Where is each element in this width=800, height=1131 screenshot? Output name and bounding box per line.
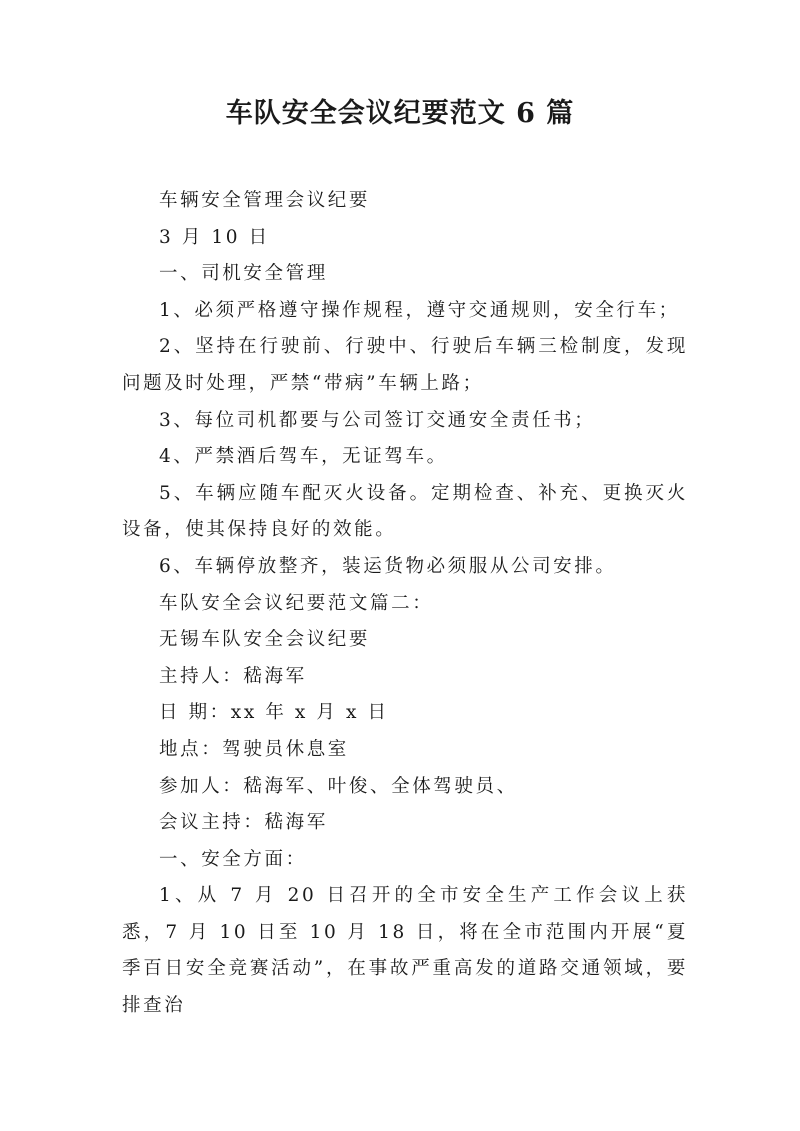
document-title: 车队安全会议纪要范文 6 篇	[225, 98, 575, 129]
paragraph: 3 月 10 日	[159, 226, 270, 248]
paragraph: 5、车辆应随车配灭火设备。定期检查、补充、更换灭火设备，使其保持良好的效能。	[122, 482, 688, 541]
paragraph: 1、从 7 月 20 日召开的全市安全生产工作会议上获悉，7 月 10 日至 10 月 18 日，将在全市范围内开展“夏季百日安全竞赛活动”，在事故严重高发的道路交通领域，要排查治	[122, 885, 688, 1017]
paragraph: 参加人：嵇海军、叶俊、全体驾驶员、	[159, 775, 518, 797]
paragraph: 车队安全会议纪要范文篇二：	[159, 592, 434, 614]
paragraph: 1、必须严格遵守操作规程，遵守交通规则，安全行车；	[159, 299, 680, 321]
paragraph: 地点：驾驶员休息室	[159, 738, 349, 760]
paragraph: 车辆安全管理会议纪要	[159, 190, 371, 211]
paragraph: 主持人：嵇海军	[159, 665, 307, 687]
paragraph: 一、安全方面：	[159, 848, 307, 870]
paragraph: 6、车辆停放整齐，装运货物必须服从公司安排。	[159, 555, 617, 577]
paragraph: 会议主持：嵇海军	[159, 812, 328, 834]
paragraph: 4、严禁酒后驾车，无证驾车。	[159, 446, 448, 468]
paragraph: 一、司机安全管理	[159, 263, 328, 285]
paragraph: 日 期：xx 年 x 月 x 日	[159, 702, 389, 724]
document-body	[122, 183, 688, 1025]
paragraph: 无锡车队安全会议纪要	[159, 629, 371, 651]
paragraph: 3、每位司机都要与公司签订交通安全责任书；	[159, 409, 596, 431]
paragraph: 2、坚持在行驶前、行驶中、行驶后车辆三检制度，发现问题及时处理，严禁“带病”车辆上路；	[122, 336, 688, 394]
